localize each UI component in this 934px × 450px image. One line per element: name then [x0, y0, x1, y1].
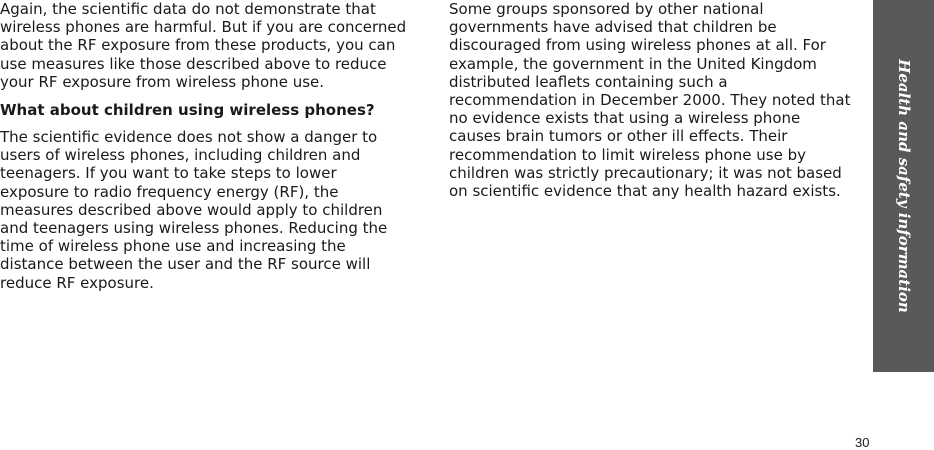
- body-paragraph: Some groups sponsored by other national governments have advised that children be discouraged from using wireless phones at all. For example, the government in the United Kingdom distributed leaflets containing such a recommendation in December 2000. They noted that no evidence exists that using a wireless phone causes brain tumors or other ill effects. Their recommendation to limit wireless phone use by children was strictly precautionary; it was not based on scientific evidence that any health hazard exists.: [449, 0, 851, 201]
- chapter-tab-label: Health and safety information: [894, 59, 913, 313]
- section-heading: What about children using wireless phones?: [0, 101, 375, 120]
- body-paragraph: Again, the scientific data do not demonstrate that wireless phones are harmful. But if you are concerned about the RF exposure from these products, you can use measures like those described above to reduce your RF exposure from wireless phone use.: [0, 0, 407, 91]
- chapter-side-tab: [873, 0, 934, 372]
- right-column: [449, 0, 854, 200]
- body-paragraph: The scientific evidence does not show a danger to users of wireless phones, including children and teenagers. If you want to take steps to lower exposure to radio frequency energy (RF), the measures described above would apply to children and teenagers using wireless phones. Reducing the time of wireless phone use and increasing the distance between the user and the RF source will reduce RF exposure.: [0, 128, 388, 292]
- left-column: [0, 0, 408, 292]
- page-number: 30: [855, 435, 870, 450]
